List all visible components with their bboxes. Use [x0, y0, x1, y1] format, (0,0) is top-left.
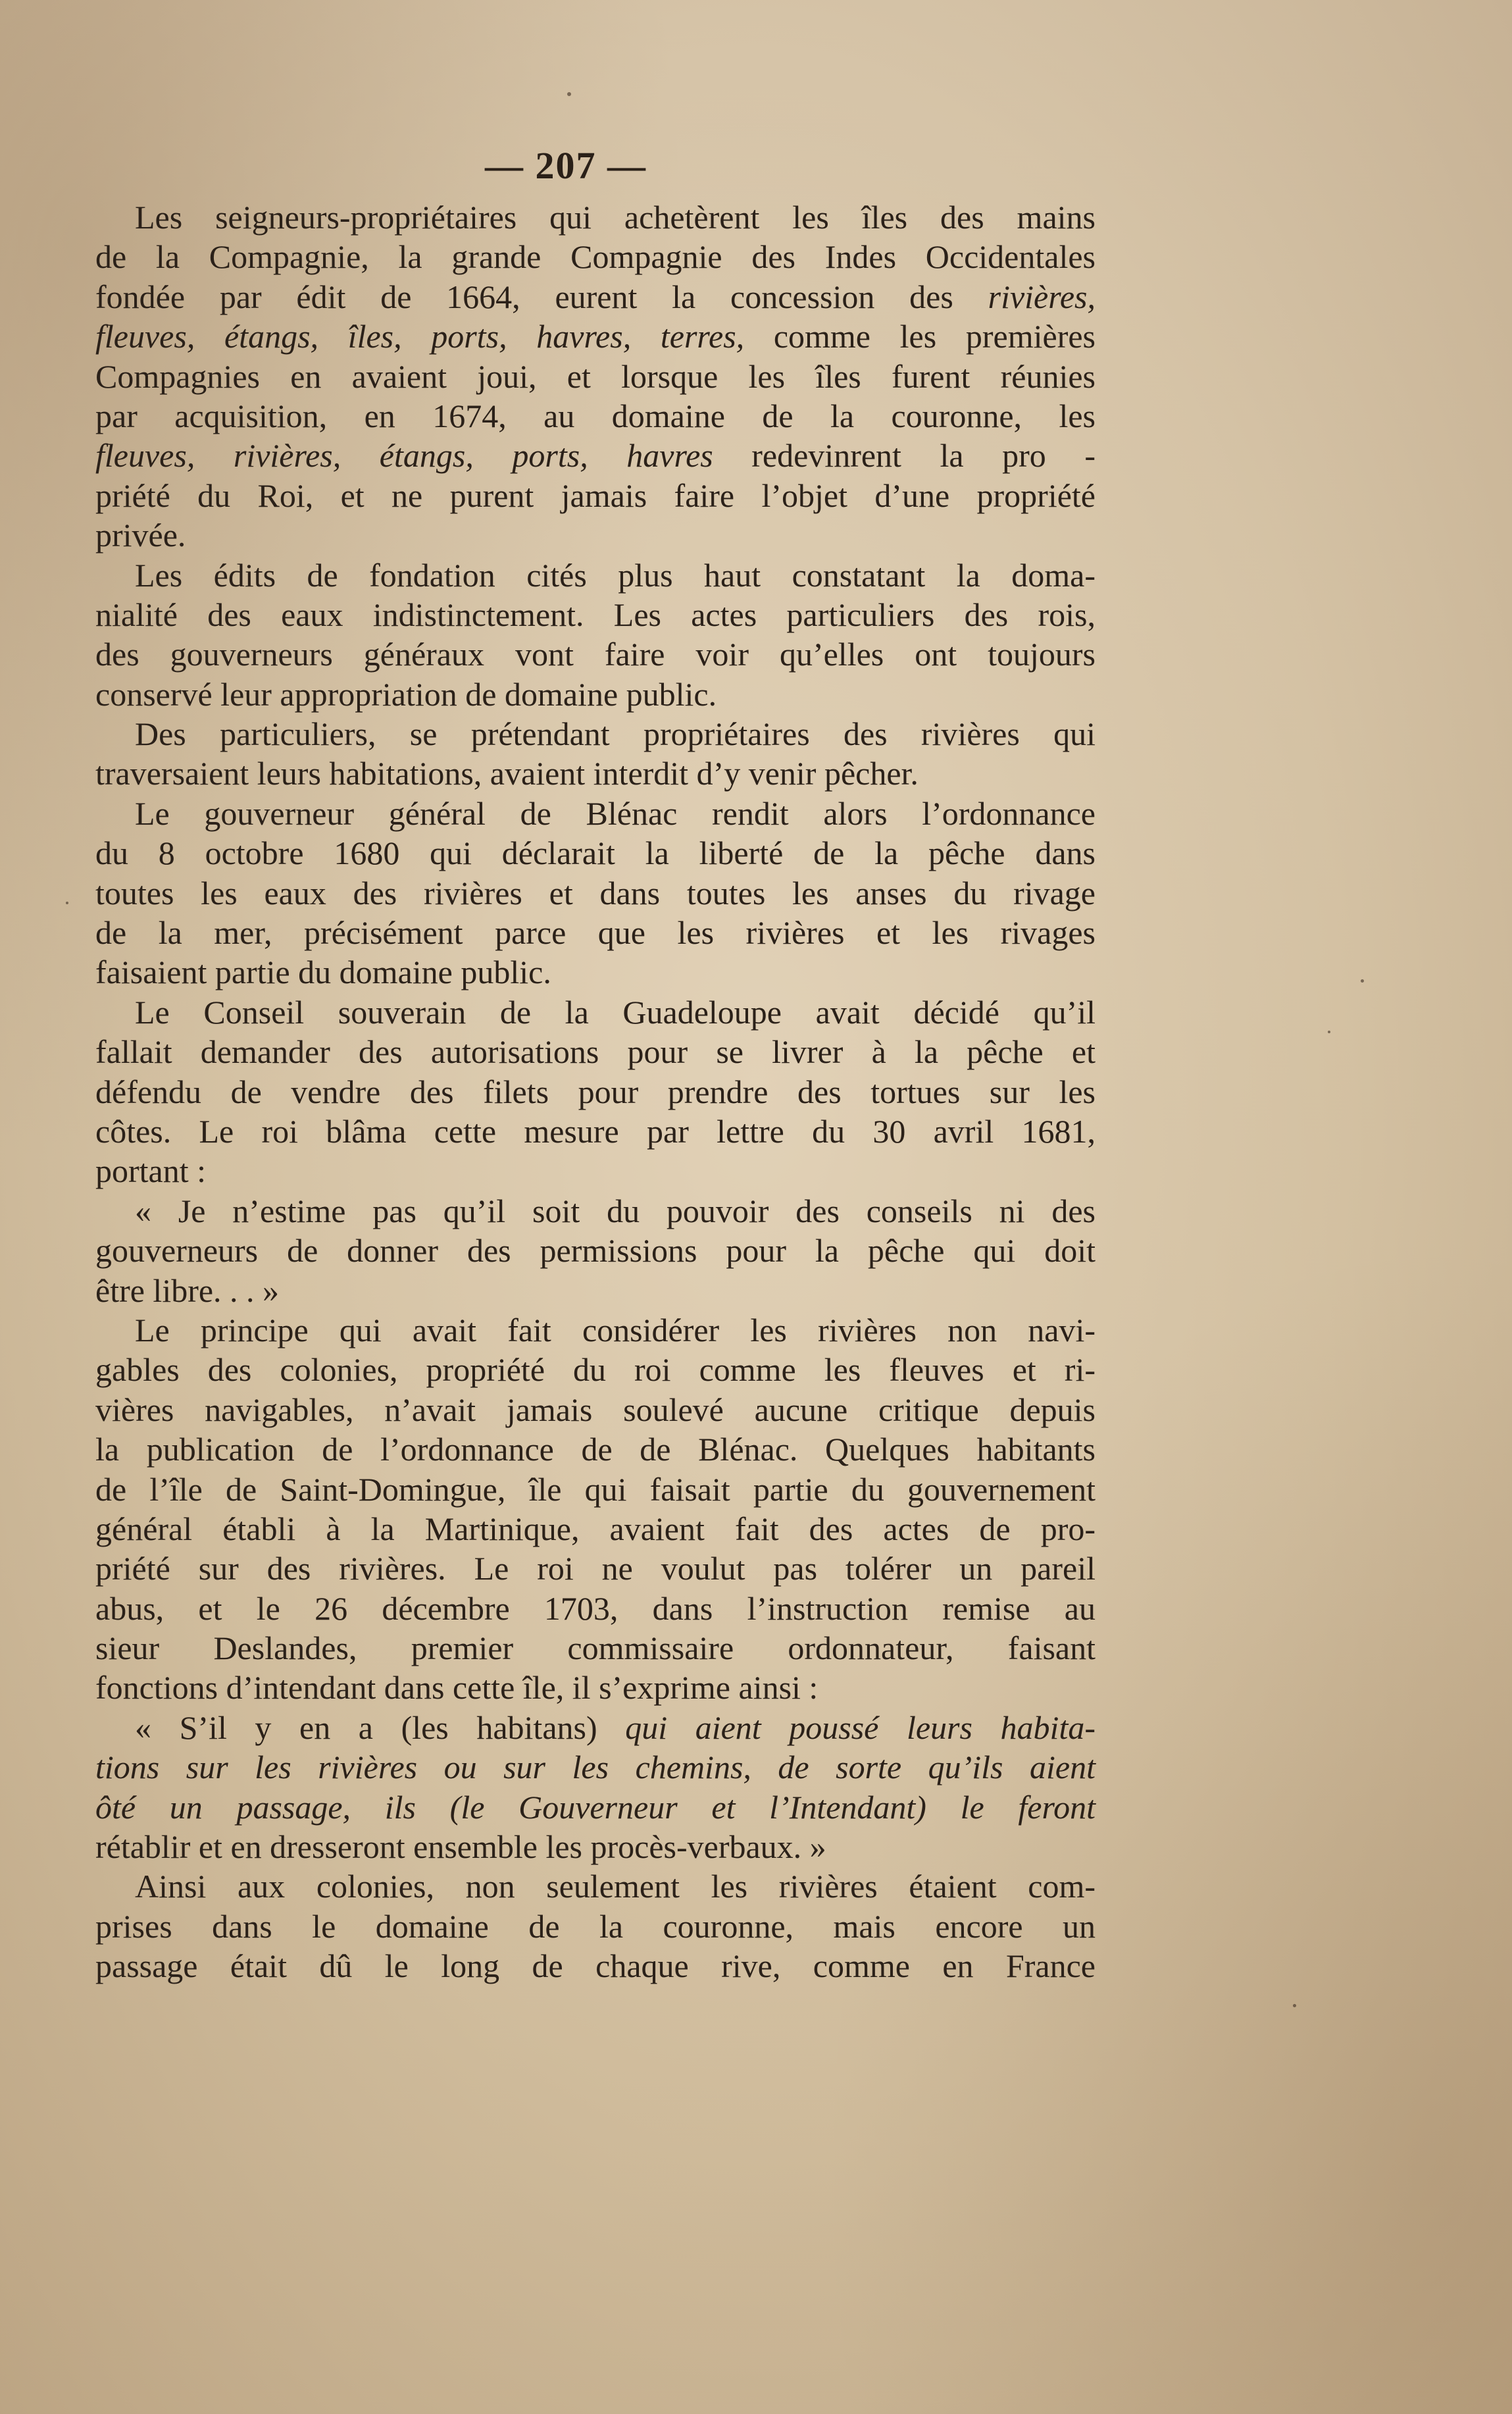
- text-segment: Les seigneurs-propriétaires qui achetèrent les îles des mains: [135, 199, 1096, 236]
- text-line: [95, 714, 1096, 754]
- text-segment: fallait demander des autorisations pour se livrer à la pêche et: [95, 1033, 1096, 1071]
- text-line: [95, 1429, 1096, 1469]
- text-segment: général établi à la Martinique, avaient fait des actes de pro-: [95, 1510, 1096, 1547]
- text-segment: de l’île de Saint-Domingue, île qui faisait partie du gouvernement: [95, 1470, 1096, 1508]
- text-segment: Le principe qui avait fait considérer les rivières non navi-: [135, 1311, 1096, 1348]
- text-line: [95, 1946, 1096, 1986]
- text-segment: rétablir et en dresseront ensemble les procès-verbaux. »: [95, 1828, 826, 1866]
- text-line: [95, 794, 1096, 833]
- text-segment: sieur Deslandes, premier commissaire ordonnateur, faisant: [95, 1630, 1096, 1667]
- text-segment: être libre. . . »: [95, 1271, 280, 1309]
- text-line: [95, 1231, 1096, 1270]
- italic-text-segment: ôté un passage, ils (le Gouverneur et l’Intendant) le feront: [95, 1788, 1096, 1826]
- text-line: [95, 277, 1096, 317]
- italic-text-segment: tions sur les rivières ou sur les chemins, de sorte qu’ils aient: [95, 1749, 1096, 1786]
- text-line: [95, 1470, 1096, 1509]
- text-segment: du 8 octobre 1680 qui déclarait la liberté de la pêche dans: [95, 835, 1096, 872]
- text-segment: fondée par édit de 1664, eurent la concession des: [95, 278, 988, 315]
- text-line: [95, 1708, 1096, 1747]
- text-segment: traversaient leurs habitations, avaient interdit d’y venir pêcher.: [95, 755, 919, 792]
- text-line: [95, 675, 1096, 714]
- text-segment: de la Compagnie, la grande Compagnie des Indes Occidentales: [95, 238, 1096, 276]
- text-segment: la publication de l’ordonnance de de Blénac. Quelques habitants: [95, 1431, 1096, 1468]
- paper-speck: [567, 92, 571, 96]
- text-line: [95, 515, 1096, 555]
- text-segment: Compagnies en avaient joui, et lorsque les îles furent réunies: [95, 357, 1096, 395]
- text-line: [95, 1310, 1096, 1350]
- text-segment: côtes. Le roi blâma cette mesure par lettre du 30 avril 1681,: [95, 1112, 1096, 1150]
- text-segment: Les édits de fondation cités plus haut constatant la doma-: [135, 556, 1096, 594]
- text-segment: redevinrent la pro -: [713, 437, 1096, 475]
- italic-text-segment: qui aient poussé leurs habita-: [625, 1708, 1096, 1746]
- text-line: [95, 952, 1096, 992]
- text-line: [95, 634, 1096, 674]
- text-line: [95, 1866, 1096, 1906]
- text-line: [95, 1112, 1096, 1151]
- text-line: [95, 595, 1096, 634]
- text-segment: Le gouverneur général de Blénac rendit alors l’ordonnance: [135, 794, 1096, 832]
- text-line: [95, 1151, 1096, 1191]
- text-line: [95, 396, 1096, 436]
- paper-speck: [66, 902, 68, 904]
- text-line: [95, 992, 1096, 1032]
- text-segment: nialité des eaux indistinctement. Les actes particuliers des rois,: [95, 596, 1096, 633]
- text-line: [95, 555, 1096, 595]
- text-line: [95, 237, 1096, 276]
- text-line: [95, 1827, 1096, 1866]
- text-line: [95, 1747, 1096, 1787]
- italic-text-segment: fleuves, étangs, îles, ports, havres, terres,: [95, 318, 745, 355]
- text-line: [95, 1589, 1096, 1628]
- text-line: [95, 913, 1096, 952]
- text-segment: défendu de vendre des filets pour prendre des tortues sur les: [95, 1073, 1096, 1110]
- text-line: [95, 476, 1096, 515]
- text-line: [95, 1350, 1096, 1389]
- text-segment: priété sur des rivières. Le roi ne voulut pas tolérer un pareil: [95, 1550, 1096, 1587]
- text-segment: « S’il y en a (les habitans): [135, 1708, 626, 1746]
- text-segment: Des particuliers, se prétendant propriétaires des rivières qui: [135, 715, 1096, 753]
- text-line: [95, 873, 1096, 913]
- text-line: [95, 436, 1096, 475]
- text-segment: privée.: [95, 517, 186, 554]
- text-segment: gables des colonies, propriété du roi comme les fleuves et ri-: [95, 1351, 1096, 1389]
- text-segment: des gouverneurs généraux vont faire voir qu’elles ont toujours: [95, 636, 1096, 673]
- text-segment: faisaient partie du domaine public.: [95, 954, 551, 991]
- text-line: [95, 1549, 1096, 1588]
- text-segment: prises dans le domaine de la couronne, mais encore un: [95, 1907, 1096, 1945]
- text-segment: gouverneurs de donner des permissions pour la pêche qui doit: [95, 1232, 1096, 1270]
- text-line: [95, 1271, 1096, 1310]
- text-segment: comme les premières: [744, 318, 1096, 355]
- text-line: [95, 1907, 1096, 1946]
- page-number: — 207 —: [485, 144, 647, 187]
- text-segment: conservé leur appropriation de domaine public.: [95, 675, 717, 713]
- text-segment: Ainsi aux colonies, non seulement les rivières étaient com-: [135, 1868, 1096, 1905]
- paper-speck: [1328, 1031, 1330, 1033]
- text-segment: priété du Roi, et ne purent jamais faire l’objet d’une propriété: [95, 476, 1096, 514]
- italic-text-segment: fleuves, rivières, étangs, ports, havres: [95, 437, 713, 475]
- text-line: [95, 1191, 1096, 1231]
- text-line: [95, 1509, 1096, 1549]
- text-line: [95, 197, 1096, 237]
- text-line: [95, 1668, 1096, 1707]
- text-line: [95, 317, 1096, 356]
- text-segment: abus, et le 26 décembre 1703, dans l’instruction remise au: [95, 1589, 1096, 1627]
- text-segment: toutes les eaux des rivières et dans toutes les anses du rivage: [95, 874, 1096, 912]
- text-line: [95, 1787, 1096, 1827]
- text-line: [95, 833, 1096, 873]
- text-segment: de la mer, précisément parce que les rivières et les rivages: [95, 914, 1096, 952]
- text-segment: fonctions d’intendant dans cette île, il s’exprime ainsi :: [95, 1669, 819, 1707]
- text-line: [95, 754, 1096, 793]
- text-segment: vières navigables, n’avait jamais soulevé aucune critique depuis: [95, 1391, 1096, 1428]
- text-line: [95, 1072, 1096, 1112]
- italic-text-segment: rivières,: [988, 278, 1096, 315]
- text-segment: Le Conseil souverain de la Guadeloupe avait décidé qu’il: [135, 993, 1096, 1031]
- text-line: [95, 1390, 1096, 1429]
- paper-speck: [1293, 2004, 1296, 2007]
- text-line: [95, 1628, 1096, 1668]
- body-text: [95, 197, 1096, 1986]
- text-segment: portant :: [95, 1152, 207, 1190]
- text-segment: par acquisition, en 1674, au domaine de la couronne, les: [95, 397, 1096, 434]
- text-line: [95, 357, 1096, 396]
- paper-speck: [1361, 979, 1364, 983]
- text-segment: « Je n’estime pas qu’il soit du pouvoir des conseils ni des: [135, 1192, 1096, 1229]
- text-line: [95, 1032, 1096, 1071]
- text-segment: passage était dû le long de chaque rive, comme en France: [95, 1947, 1096, 1985]
